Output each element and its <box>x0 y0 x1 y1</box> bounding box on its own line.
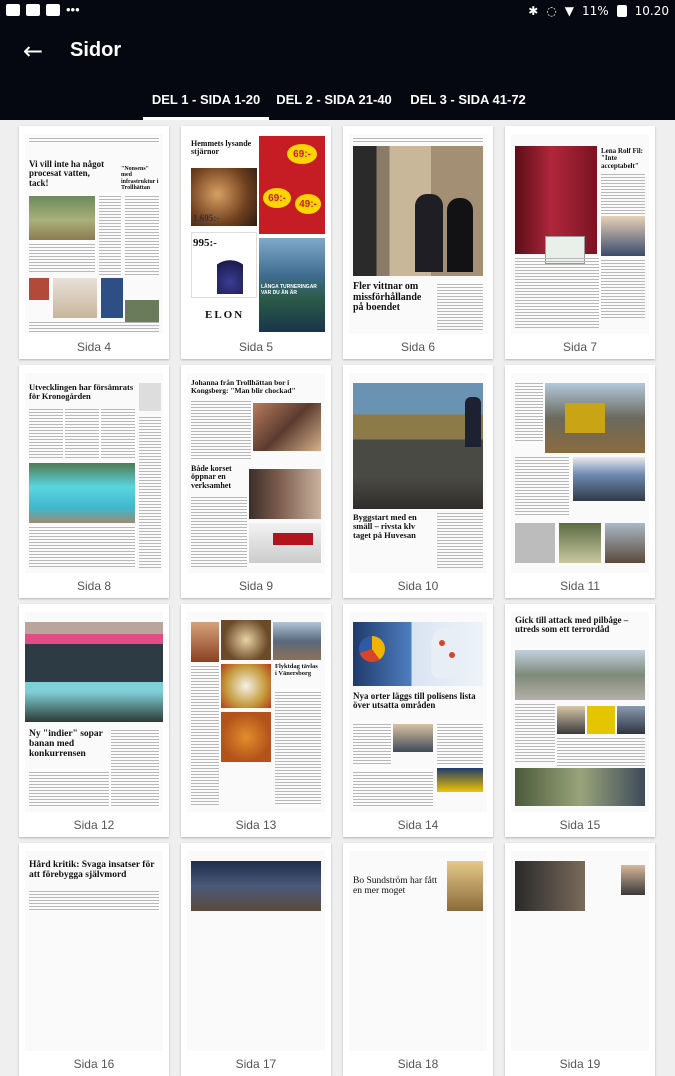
page-label: Sida 4 <box>76 340 112 354</box>
arrow-left-icon[interactable]: ← <box>22 37 44 65</box>
page-thumbnail-18[interactable] <box>343 843 493 1076</box>
page-preview <box>187 612 325 812</box>
page-grid <box>0 120 675 1071</box>
page-preview <box>187 851 325 1051</box>
page-headline: Byggstart med en smäll – rivsta klv taget på Huvesan <box>353 512 417 540</box>
photo-notification-icon <box>6 4 20 16</box>
page-headline: Johanna från Trollhättan bor i Kongsberg: "Man blir chockad" <box>191 378 296 395</box>
page-label: Sida 12 <box>73 818 115 832</box>
promo-badge: 69:- <box>263 188 291 208</box>
page-preview <box>349 373 487 573</box>
page-headline: Bo Sundström har fått en mer moget <box>353 876 438 896</box>
page-label: Sida 10 <box>397 579 439 593</box>
page-preview <box>349 134 487 334</box>
page-thumbnail-19[interactable] <box>505 843 655 1076</box>
battery-icon <box>617 5 627 17</box>
page-thumbnail-12[interactable] <box>19 604 169 837</box>
page-label: Sida 7 <box>562 340 598 354</box>
price-tag: 1.695:- <box>193 213 220 223</box>
page-preview <box>25 373 163 573</box>
page-headline: Gick till attack med pilbåge – utreds som ett terrordåd <box>515 615 629 635</box>
page-subheadline: Både korset öppnar en verksamhet <box>191 464 232 490</box>
page-thumbnail-7[interactable] <box>505 126 655 359</box>
battery-level: 11% <box>581 4 609 18</box>
chat-notification-icon <box>46 4 60 16</box>
page-preview <box>25 134 163 334</box>
page-preview <box>349 851 487 1051</box>
tab-bar <box>0 90 675 120</box>
page-headline: Nya orter läggs till polisens lista över utsatta områden <box>353 691 476 711</box>
tab-del-2[interactable]: DEL 2 - SIDA 21-40 <box>276 92 392 107</box>
page-preview <box>25 612 163 812</box>
page-thumbnail-14[interactable] <box>343 604 493 837</box>
wifi-icon: ▼ <box>564 4 574 18</box>
page-thumbnail-17[interactable] <box>181 843 331 1076</box>
page-thumbnail-11[interactable] <box>505 365 655 598</box>
page-label: Sida 18 <box>397 1057 439 1071</box>
page-preview <box>511 851 649 1051</box>
page-preview <box>511 373 649 573</box>
page-label: Sida 14 <box>397 818 439 832</box>
page-headline: Utvecklingen har försämrats för Kronogården <box>29 382 134 401</box>
bluetooth-icon: ✱ <box>528 4 539 18</box>
page-preview <box>511 134 649 334</box>
page-label: Sida 13 <box>235 818 277 832</box>
page-thumbnail-5[interactable] <box>181 126 331 359</box>
page-label: Sida 15 <box>559 818 601 832</box>
page-headline: Hård kritik: Svaga insatser för att förebygga självmord <box>29 860 155 880</box>
status-bar <box>0 0 675 24</box>
page-label: Sida 11 <box>560 579 600 593</box>
travel-ad-text: LÅNGA TURNERINGAR VAR DU ÄN ÄR <box>261 284 317 296</box>
page-headline: Vi vill inte ha något procesat vatten, tack! <box>29 159 105 188</box>
tab-del-1[interactable]: DEL 1 - SIDA 1-20 <box>143 90 269 120</box>
more-notifications-icon: ••• <box>66 2 80 17</box>
brand-logo: ELON <box>205 309 245 321</box>
page-label: Sida 6 <box>400 340 436 354</box>
back-button[interactable] <box>18 36 48 66</box>
page-thumbnail-9[interactable] <box>181 365 331 598</box>
page-preview <box>187 134 325 334</box>
page-label: Sida 5 <box>238 340 274 354</box>
folder-notification-icon <box>26 4 40 16</box>
tab-del-3[interactable]: DEL 3 - SIDA 41-72 <box>410 92 526 107</box>
page-thumbnail-16[interactable] <box>19 843 169 1076</box>
page-headline: Hemmets lysande stjärnor <box>191 139 252 157</box>
promo-badge: 69:- <box>287 144 317 164</box>
app-bar <box>0 24 675 120</box>
page-preview <box>349 612 487 812</box>
page-preview <box>25 851 163 1051</box>
clock: 10.20 <box>634 4 669 18</box>
page-subheadline: "Nonsens" med infrastruktur i Trollhättan <box>121 166 159 191</box>
page-thumbnail-13[interactable] <box>181 604 331 837</box>
page-headline: Lena Rolf Fil: "Inte acceptabelt" <box>601 147 643 170</box>
page-title: Sidor <box>70 39 122 61</box>
page-headline: Flyktdag tävlas i Vänersborg <box>275 663 318 677</box>
page-thumbnail-15[interactable] <box>505 604 655 837</box>
page-label: Sida 16 <box>73 1057 115 1071</box>
promo-badge: 49:- <box>295 194 321 214</box>
page-preview <box>511 612 649 812</box>
page-thumbnail-10[interactable] <box>343 365 493 598</box>
price-tag: 995:- <box>193 237 217 249</box>
page-label: Sida 19 <box>559 1057 601 1071</box>
page-thumbnail-6[interactable] <box>343 126 493 359</box>
page-preview <box>187 373 325 573</box>
page-headline: Ny "indier" sopar banan med konkurrensen <box>29 729 103 759</box>
page-thumbnail-8[interactable] <box>19 365 169 598</box>
page-label: Sida 17 <box>235 1057 277 1071</box>
page-label: Sida 9 <box>238 579 274 593</box>
page-thumbnail-4[interactable] <box>19 126 169 359</box>
page-label: Sida 8 <box>76 579 112 593</box>
mute-icon: ◌ <box>546 4 557 18</box>
page-headline: Fler vittnar om missförhållande på boendet <box>353 281 422 313</box>
